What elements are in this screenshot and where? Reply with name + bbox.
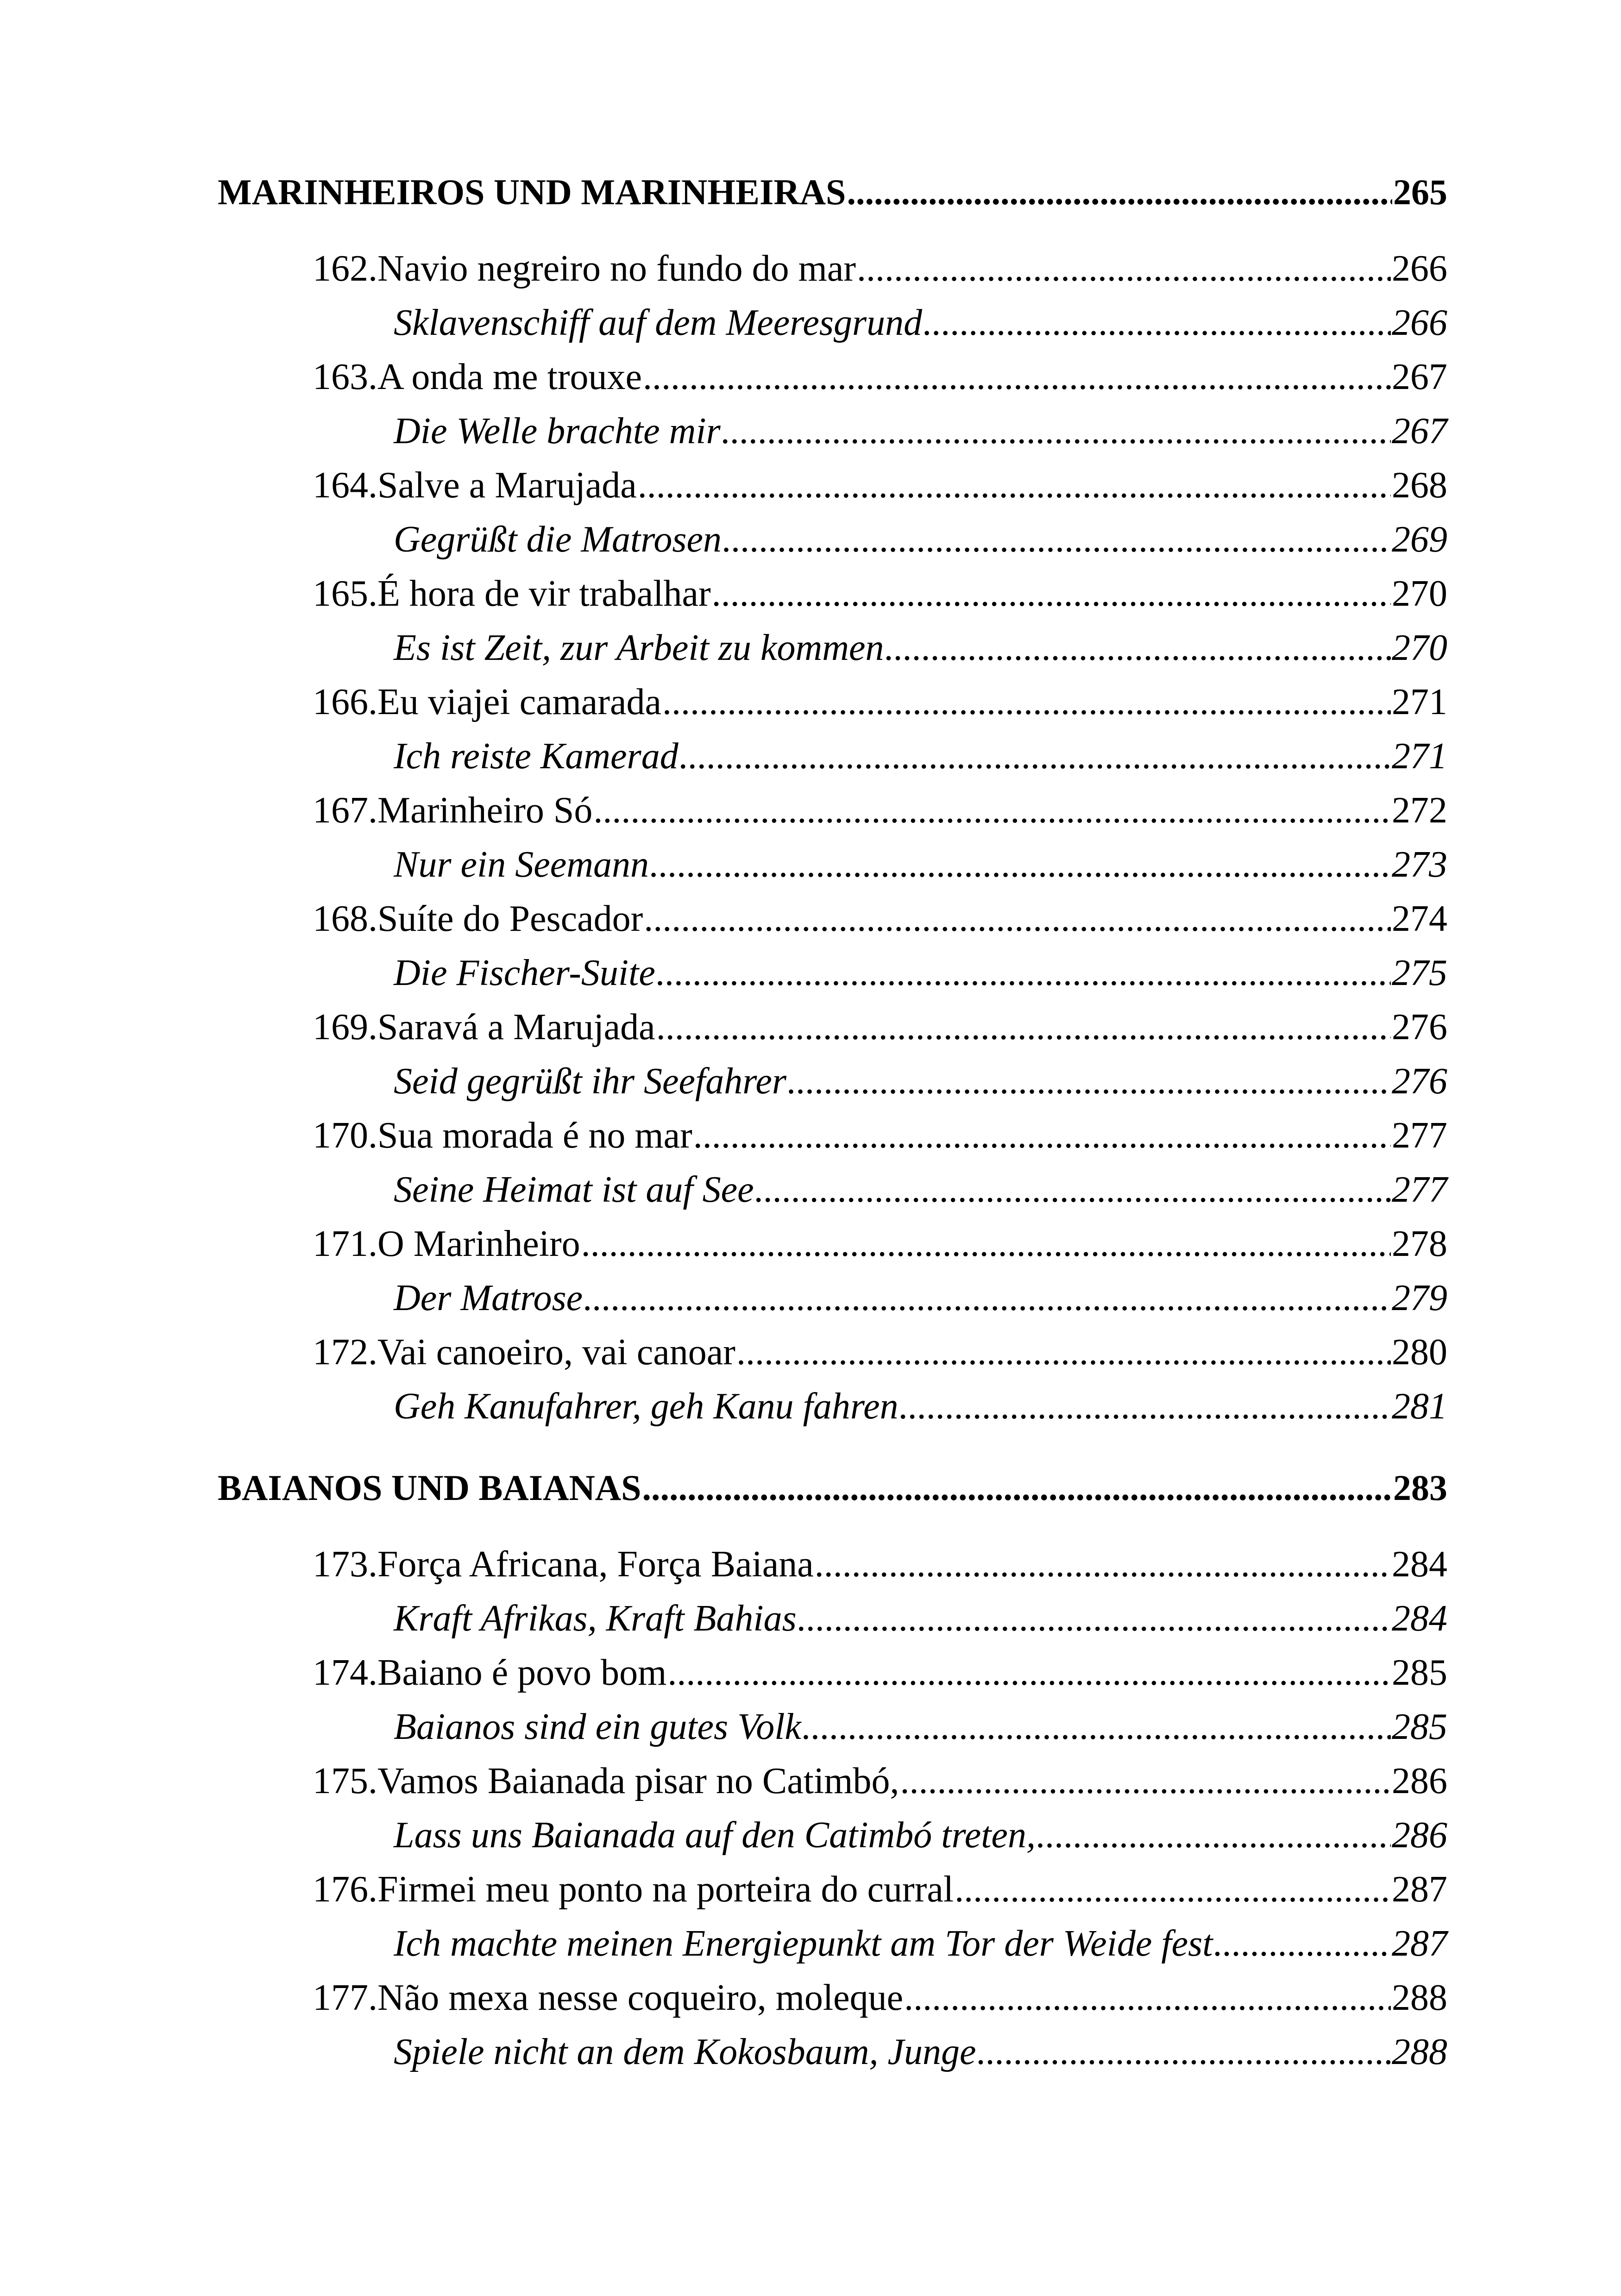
entry-page-number: 285 bbox=[1392, 1706, 1447, 1747]
entry-translation: Sklavenschiff auf dem Meeresgrund bbox=[394, 302, 923, 343]
toc-entry-de bbox=[218, 1700, 1447, 1754]
section-page-number: 265 bbox=[1393, 172, 1447, 212]
entry-page-number: 267 bbox=[1392, 357, 1447, 397]
entry-page-number: 276 bbox=[1392, 1007, 1447, 1048]
entry-page-number: 277 bbox=[1392, 1115, 1447, 1156]
entry-title: Força Africana, Força Baiana bbox=[377, 1544, 814, 1585]
entry-page-number: 288 bbox=[1392, 2032, 1447, 2072]
section-title: MARINHEIROS UND MARINHEIRAS bbox=[218, 172, 846, 212]
entry-translation: Gegrüßt die Matrosen bbox=[394, 519, 722, 560]
entry-page-number: 287 bbox=[1392, 1869, 1447, 1910]
entry-translation: Die Welle brachte mir bbox=[394, 411, 721, 452]
leader-dots bbox=[1214, 1917, 1391, 1971]
leader-dots bbox=[1037, 1808, 1391, 1863]
entry-translation: Seine Heimat ist auf See bbox=[394, 1169, 754, 1210]
entry-translation: Ich machte meinen Energiepunkt am Tor der Weide fest bbox=[394, 1923, 1213, 1964]
toc-entry-pt bbox=[218, 1537, 1447, 1592]
entry-page-number: 275 bbox=[1392, 953, 1447, 993]
toc-entry-pt bbox=[218, 784, 1447, 838]
toc-section-baianos bbox=[218, 1461, 1447, 2072]
entry-title: Vai canoeiro, vai canoar bbox=[377, 1332, 735, 1373]
leader-dots bbox=[977, 2025, 1391, 2079]
entry-page-number: 276 bbox=[1392, 1061, 1447, 1102]
leader-dots bbox=[847, 165, 1392, 219]
entry-translation: Die Fischer-Suite bbox=[394, 953, 655, 993]
entry-number: 176. bbox=[313, 1869, 377, 1910]
leader-dots bbox=[643, 350, 1391, 404]
entry-number: 173. bbox=[313, 1544, 377, 1585]
leader-dots bbox=[798, 1592, 1391, 1646]
leader-dots bbox=[755, 1163, 1391, 1217]
section-heading bbox=[218, 165, 1447, 219]
entry-title: Sua morada é no mar bbox=[377, 1115, 692, 1156]
leader-dots bbox=[857, 242, 1391, 296]
entry-page-number: 281 bbox=[1392, 1386, 1447, 1427]
entry-page-number: 286 bbox=[1392, 1761, 1447, 1801]
toc-entry-pt bbox=[218, 458, 1447, 513]
entry-title: Eu viajei camarada bbox=[377, 682, 661, 722]
toc-entry-pt bbox=[218, 567, 1447, 621]
leader-dots bbox=[904, 1971, 1391, 2025]
entry-page-number: 278 bbox=[1392, 1223, 1447, 1264]
toc-entry-pt bbox=[218, 1646, 1447, 1700]
entry-page-number: 272 bbox=[1392, 790, 1447, 831]
toc-entry-pt bbox=[218, 892, 1447, 946]
leader-dots bbox=[900, 1754, 1391, 1808]
toc-entry-pt bbox=[218, 1754, 1447, 1808]
entry-title: Saravá a Marujada bbox=[377, 1007, 655, 1048]
leader-dots bbox=[642, 1461, 1392, 1514]
toc-entry-de bbox=[218, 1271, 1447, 1325]
toc-entry-de bbox=[218, 1917, 1447, 1971]
toc-entry-de bbox=[218, 621, 1447, 675]
entry-page-number: 271 bbox=[1392, 736, 1447, 777]
section-page-number: 283 bbox=[1393, 1468, 1447, 1508]
leader-dots bbox=[581, 1217, 1391, 1271]
entry-list bbox=[218, 1537, 1447, 2079]
entry-number: 167. bbox=[313, 790, 377, 831]
toc-entry-pt bbox=[218, 1109, 1447, 1163]
section-heading bbox=[218, 1461, 1447, 1514]
leader-dots bbox=[723, 513, 1391, 567]
entry-number: 174. bbox=[313, 1652, 377, 1693]
section-title: BAIANOS UND BAIANAS bbox=[218, 1468, 641, 1508]
entry-translation: Baianos sind ein gutes Volk bbox=[394, 1706, 801, 1747]
entry-title: É hora de vir trabalhar bbox=[377, 573, 711, 614]
entry-title: Marinheiro Só bbox=[377, 790, 593, 831]
toc-entry-de bbox=[218, 838, 1447, 892]
toc-entry-pt bbox=[218, 350, 1447, 404]
entry-number: 162. bbox=[313, 248, 377, 289]
toc-entry-de bbox=[218, 729, 1447, 784]
entry-number: 171. bbox=[313, 1223, 377, 1264]
entry-page-number: 279 bbox=[1392, 1278, 1447, 1318]
entry-title: Salve a Marujada bbox=[377, 465, 637, 506]
toc-entry-de bbox=[218, 296, 1447, 350]
toc-entry-de bbox=[218, 1163, 1447, 1217]
leader-dots bbox=[638, 458, 1391, 513]
toc-entry-pt bbox=[218, 242, 1447, 296]
toc-entry-de bbox=[218, 946, 1447, 1000]
leader-dots bbox=[712, 567, 1391, 621]
toc-entry-de bbox=[218, 1054, 1447, 1109]
leader-dots bbox=[662, 675, 1391, 729]
leader-dots bbox=[656, 1000, 1391, 1054]
entry-page-number: 274 bbox=[1392, 898, 1447, 939]
entry-number: 169. bbox=[313, 1007, 377, 1048]
entry-page-number: 266 bbox=[1392, 248, 1447, 289]
entry-translation: Geh Kanufahrer, geh Kanu fahren bbox=[394, 1386, 898, 1427]
leader-dots bbox=[693, 1109, 1391, 1163]
entry-number: 165. bbox=[313, 573, 377, 614]
entry-translation: Nur ein Seemann bbox=[394, 844, 649, 885]
entry-number: 177. bbox=[313, 1977, 377, 2018]
entry-translation: Kraft Afrikas, Kraft Bahias bbox=[394, 1598, 797, 1639]
entry-title: Suíte do Pescador bbox=[377, 898, 643, 939]
toc-entry-de bbox=[218, 513, 1447, 567]
entry-title: Não mexa nesse coqueiro, moleque bbox=[377, 1977, 904, 2018]
leader-dots bbox=[815, 1537, 1391, 1592]
entry-page-number: 287 bbox=[1392, 1923, 1447, 1964]
entry-page-number: 285 bbox=[1392, 1652, 1447, 1693]
entry-page-number: 284 bbox=[1392, 1544, 1447, 1585]
entry-page-number: 270 bbox=[1392, 627, 1447, 668]
entry-page-number: 288 bbox=[1392, 1977, 1447, 2018]
entry-translation: Spiele nicht an dem Kokosbaum, Junge bbox=[394, 2032, 976, 2072]
leader-dots bbox=[584, 1271, 1391, 1325]
leader-dots bbox=[650, 838, 1391, 892]
leader-dots bbox=[656, 946, 1391, 1000]
entry-page-number: 271 bbox=[1392, 682, 1447, 722]
entry-page-number: 269 bbox=[1392, 519, 1447, 560]
entry-page-number: 270 bbox=[1392, 573, 1447, 614]
entry-translation: Es ist Zeit, zur Arbeit zu kommen bbox=[394, 627, 884, 668]
leader-dots bbox=[722, 404, 1391, 458]
entry-number: 168. bbox=[313, 898, 377, 939]
toc-entry-de bbox=[218, 1592, 1447, 1646]
toc-entry-pt bbox=[218, 675, 1447, 729]
entry-number: 172. bbox=[313, 1332, 377, 1373]
entry-page-number: 266 bbox=[1392, 302, 1447, 343]
leader-dots bbox=[955, 1863, 1391, 1917]
entry-number: 163. bbox=[313, 357, 377, 397]
entry-number: 166. bbox=[313, 682, 377, 722]
leader-dots bbox=[802, 1700, 1391, 1754]
entry-page-number: 280 bbox=[1392, 1332, 1447, 1373]
leader-dots bbox=[644, 892, 1391, 946]
entry-translation: Ich reiste Kamerad bbox=[394, 736, 679, 777]
entry-page-number: 268 bbox=[1392, 465, 1447, 506]
toc-entry-de bbox=[218, 2025, 1447, 2079]
entry-page-number: 286 bbox=[1392, 1815, 1447, 1856]
toc-entry-de bbox=[218, 1808, 1447, 1863]
toc-entry-pt bbox=[218, 1863, 1447, 1917]
entry-title: Vamos Baianada pisar no Catimbó, bbox=[377, 1761, 899, 1801]
entry-page-number: 267 bbox=[1392, 411, 1447, 452]
entry-translation: Lass uns Baianada auf den Catimbó treten, bbox=[394, 1815, 1036, 1856]
entry-page-number: 277 bbox=[1392, 1169, 1447, 1210]
toc-entry-pt bbox=[218, 1325, 1447, 1380]
toc-entry-de bbox=[218, 404, 1447, 458]
entry-number: 164. bbox=[313, 465, 377, 506]
entry-number: 175. bbox=[313, 1761, 377, 1801]
leader-dots bbox=[736, 1325, 1391, 1380]
toc-entry-pt bbox=[218, 1971, 1447, 2025]
leader-dots bbox=[679, 729, 1391, 784]
leader-dots bbox=[899, 1380, 1391, 1434]
entry-title: O Marinheiro bbox=[377, 1223, 580, 1264]
toc-entry-pt bbox=[218, 1217, 1447, 1271]
entry-list bbox=[218, 242, 1447, 1434]
toc-entry-pt bbox=[218, 1000, 1447, 1054]
toc-entry-de bbox=[218, 1380, 1447, 1434]
toc-section-marinheiros bbox=[218, 165, 1447, 1427]
leader-dots bbox=[593, 784, 1391, 838]
entry-title: Navio negreiro no fundo do mar bbox=[377, 248, 856, 289]
entry-title: Firmei meu ponto na porteira do curral bbox=[377, 1869, 954, 1910]
entry-page-number: 284 bbox=[1392, 1598, 1447, 1639]
entry-page-number: 273 bbox=[1392, 844, 1447, 885]
entry-title: A onda me trouxe bbox=[377, 357, 642, 397]
entry-translation: Seid gegrüßt ihr Seefahrer bbox=[394, 1061, 787, 1102]
entry-translation: Der Matrose bbox=[394, 1278, 583, 1318]
leader-dots bbox=[885, 621, 1391, 675]
entry-number: 170. bbox=[313, 1115, 377, 1156]
entry-title: Baiano é povo bom bbox=[377, 1652, 667, 1693]
leader-dots bbox=[667, 1646, 1391, 1700]
leader-dots bbox=[923, 296, 1391, 350]
leader-dots bbox=[787, 1054, 1391, 1109]
